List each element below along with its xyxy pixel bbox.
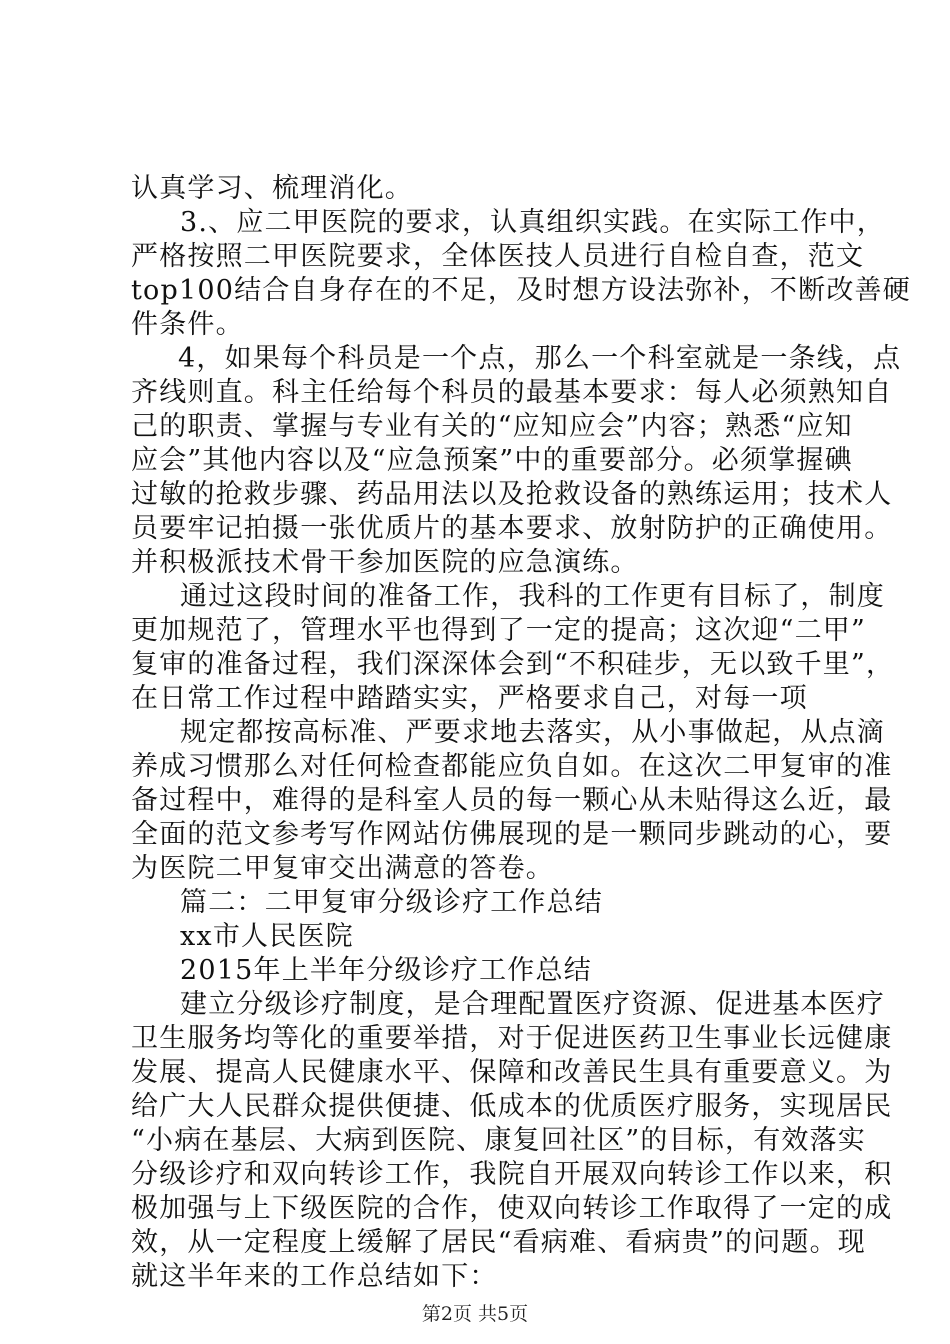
text-line: 在日常工作过程中踏踏实实，严格要求自己，对每一项 — [131, 683, 808, 714]
text-line: 3.、应二甲医院的要求，认真组织实践。在实际工作中， — [180, 207, 885, 238]
text-line: 应会”其他内容以及“应急预案”中的重要部分。必须掌握碘 — [131, 445, 853, 476]
page-number: 第2页 共5页 — [421, 1303, 529, 1325]
text-line: 备过程中，难得的是科室人员的每一颗心从未贴得这么近，最 — [131, 785, 893, 816]
text-line: 卫生服务均等化的重要举措，对于促进医药卫生事业长远健康 — [131, 1023, 893, 1054]
text-line: “小病在基层、大病到医院、康复回社区”的目标，有效落实 — [131, 1125, 867, 1156]
text-line: 通过这段时间的准备工作，我科的工作更有目标了，制度 — [180, 581, 885, 612]
organization-name: xx市人民医院 — [180, 921, 354, 952]
text-line: 4，如果每个科员是一个点，那么一个科室就是一条线，点 — [178, 343, 902, 374]
text-line: top100结合自身存在的不足，及时想方设法弥补，不断改善硬 — [131, 275, 911, 306]
text-line: 就这半年来的工作总结如下： — [131, 1261, 498, 1292]
text-line: 极加强与上下级医院的合作，使双向转诊工作取得了一定的成 — [131, 1193, 893, 1224]
report-title: 2015年上半年分级诊疗工作总结 — [180, 955, 592, 986]
text-line: 更加规范了，管理水平也得到了一定的提高；这次迎“二甲” — [131, 615, 867, 646]
text-line: 齐线则直。科主任给每个科员的最基本要求：每人必须熟知自 — [131, 377, 893, 408]
section-heading: 篇二：二甲复审分级诊疗工作总结 — [180, 887, 603, 918]
text-line: 发展、提高人民健康水平、保障和改善民生具有重要意义。为 — [131, 1057, 893, 1088]
text-line: 件条件。 — [131, 309, 244, 340]
text-line: 规定都按高标准、严要求地去落实，从小事做起，从点滴 — [180, 717, 885, 748]
text-line: 认真学习、梳理消化。 — [131, 173, 413, 204]
text-line: 严格按照二甲医院要求，全体医技人员进行自检自查，范文 — [131, 241, 865, 272]
text-line: 分级诊疗和双向转诊工作，我院自开展双向转诊工作以来，积 — [131, 1159, 893, 1190]
text-line: 复审的准备过程，我们深深体会到“不积硅步，无以致千里”， — [131, 649, 895, 680]
text-line: 养成习惯那么对任何检查都能应负自如。在这次二甲复审的准 — [131, 751, 893, 782]
text-line: 己的职责、掌握与专业有关的“应知应会”内容；熟悉“应知 — [131, 411, 853, 442]
text-line: 为医院二甲复审交出满意的答卷。 — [131, 853, 554, 884]
text-line: 全面的范文参考写作网站仿佛展现的是一颗同步跳动的心，要 — [131, 819, 893, 850]
text-line: 过敏的抢救步骤、药品用法以及抢救设备的熟练运用；技术人 — [131, 479, 893, 510]
text-line: 效，从一定程度上缓解了居民“看病难、看病贵”的问题。现 — [131, 1227, 867, 1258]
text-line: 给广大人民群众提供便捷、低成本的优质医疗服务，实现居民 — [131, 1091, 893, 1122]
text-line: 建立分级诊疗制度，是合理配置医疗资源、促进基本医疗 — [180, 989, 885, 1020]
text-line: 员要牢记拍摄一张优质片的基本要求、放射防护的正确使用。 — [131, 513, 893, 544]
text-line: 并积极派技术骨干参加医院的应急演练。 — [131, 547, 639, 578]
